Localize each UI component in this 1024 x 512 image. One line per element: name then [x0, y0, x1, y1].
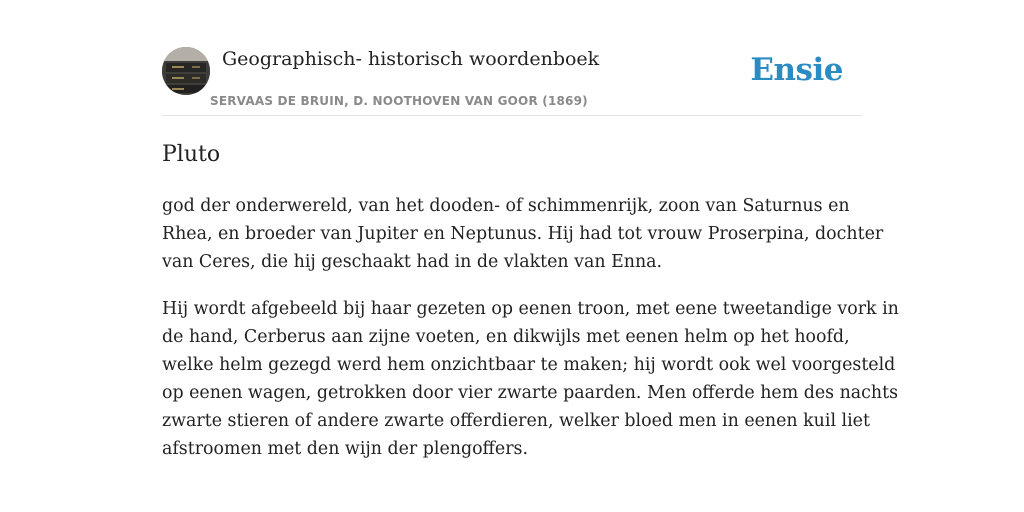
entry-title: Pluto [162, 142, 221, 167]
entry-body [162, 192, 899, 482]
entry-line: afstroomen met den wijn der plengoffers. [162, 439, 528, 459]
book-author-year: SERVAAS DE BRUIN, D. NOOTHOVEN VAN GOOR (1869) [210, 94, 588, 108]
entry-paragraph-2 [162, 295, 899, 463]
entry-line: op eenen wagen, getrokken door vier zwarte paarden. Men offerde hem des nachts [162, 383, 899, 403]
book-title[interactable]: Geographisch- historisch woordenboek [222, 48, 600, 70]
entry-line: god der onderwereld, van het dooden- of schimmenrijk, zoon van Saturnus en [162, 196, 850, 216]
entry-line: Hij wordt afgebeeld bij haar gezeten op eenen troon, met eene tweetandige vork in [162, 299, 899, 319]
entry-line: Rhea, en broeder van Jupiter en Neptunus. Hij had tot vrouw Proserpina, dochter [162, 224, 884, 244]
book-spines-icon [162, 47, 210, 95]
entry-line: de hand, Cerberus aan zijne voeten, en dikwijls met eenen helm op het hoofd, [162, 327, 850, 347]
entry-line: zwarte stieren of andere zwarte offerdieren, welker bloed men in eenen kuil liet [162, 411, 870, 431]
entry-paragraph-1 [162, 192, 884, 276]
book-cover-avatar[interactable] [162, 47, 210, 95]
ensie-logo-link[interactable]: Ensie [750, 52, 843, 88]
entry-line: welke helm gezegd werd hem onzichtbaar te maken; hij wordt ook wel voorgesteld [162, 355, 896, 375]
page [162, 0, 899, 512]
entry-line: van Ceres, die hij geschaakt had in de vlakten van Enna. [162, 252, 663, 272]
book-header [162, 46, 862, 116]
